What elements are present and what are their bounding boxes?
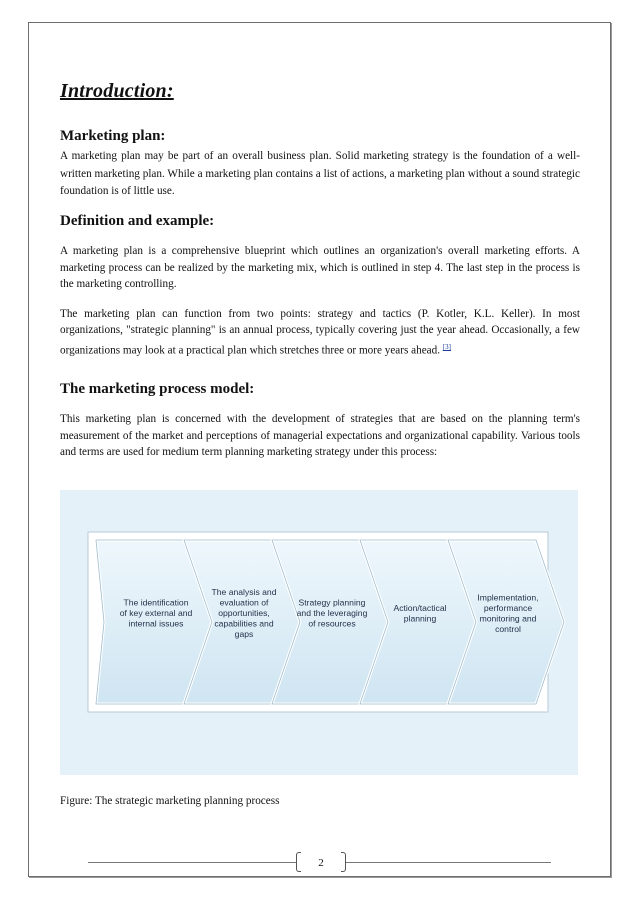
citation-link[interactable]: [3] [442, 342, 451, 351]
figure-caption: Figure: The strategic marketing planning process [60, 795, 280, 807]
process-step-label-line: The identification [123, 597, 189, 608]
page-number: 2 [318, 857, 324, 869]
section-heading: Marketing plan: [60, 128, 166, 144]
process-step-label-line: opportunities, [218, 608, 270, 618]
process-step-label-line: performance [483, 602, 533, 613]
process-step-label [120, 598, 193, 629]
paragraph: A marketing plan may be part of an overall business plan. Solid marketing strategy is the foundation of a well-written marketing plan. While a marketing plan contains a list of actions, a marketing plan without a sound strategic foundation is of little use. [60, 150, 580, 197]
process-diagram [60, 490, 578, 775]
footer-rule-left [88, 862, 296, 863]
paragraph [60, 306, 580, 359]
page-title: Introduction: [60, 80, 174, 102]
section-marketing-plan [60, 128, 580, 201]
process-step-label-line: The analysis and [211, 587, 277, 597]
process-figure [60, 490, 578, 775]
section-definition [60, 213, 580, 359]
process-step-label-line: and the leveraging [296, 608, 368, 618]
process-step-label-line: Strategy planning [298, 597, 366, 608]
section-heading: The marketing process model: [60, 381, 255, 397]
paragraph: This marketing plan is concerned with the development of strategies that are based on the planning term's measurement of the market and perceptions of managerial expectations and organizational capability. Various tools and terms are used for medium term planning marketing strategy under this process: [60, 413, 580, 458]
process-step-label-line: planning [403, 613, 437, 624]
process-step-label-line: internal issues [128, 618, 184, 629]
footer-rule-right [346, 862, 551, 863]
process-step-label-line: Action/tactical [393, 602, 447, 613]
process-step-label-line: of resources [308, 618, 356, 629]
paragraph: A marketing plan is a comprehensive blueprint which outlines an organization's overall marketing efforts. A marketing process can be realized by the marketing mix, which is outlined in step 4. The last step in the process is the marketing controlling. [60, 245, 580, 290]
section-heading: Definition and example: [60, 213, 215, 229]
process-step-label-line: monitoring and [479, 613, 537, 624]
process-step-label-line: gaps [234, 629, 254, 639]
section-process-model [60, 381, 580, 461]
process-step-label-line: of key external and [119, 608, 193, 618]
process-step-label-line: control [495, 623, 521, 634]
process-step-label-line: capabilities and [214, 618, 274, 629]
process-step-label-line: Implementation, [477, 592, 539, 603]
process-step-label-line: evaluation of [219, 597, 269, 608]
paragraph-text: The marketing plan can function from two points: strategy and tactics (P. Kotler, K.L. Keller). In most organizations, "strategic planning" is an annual process, typically covering just the year ahead. Occasionally, a few organizations may look at a practical plan which stretches three or more years ahead. [60, 307, 580, 357]
